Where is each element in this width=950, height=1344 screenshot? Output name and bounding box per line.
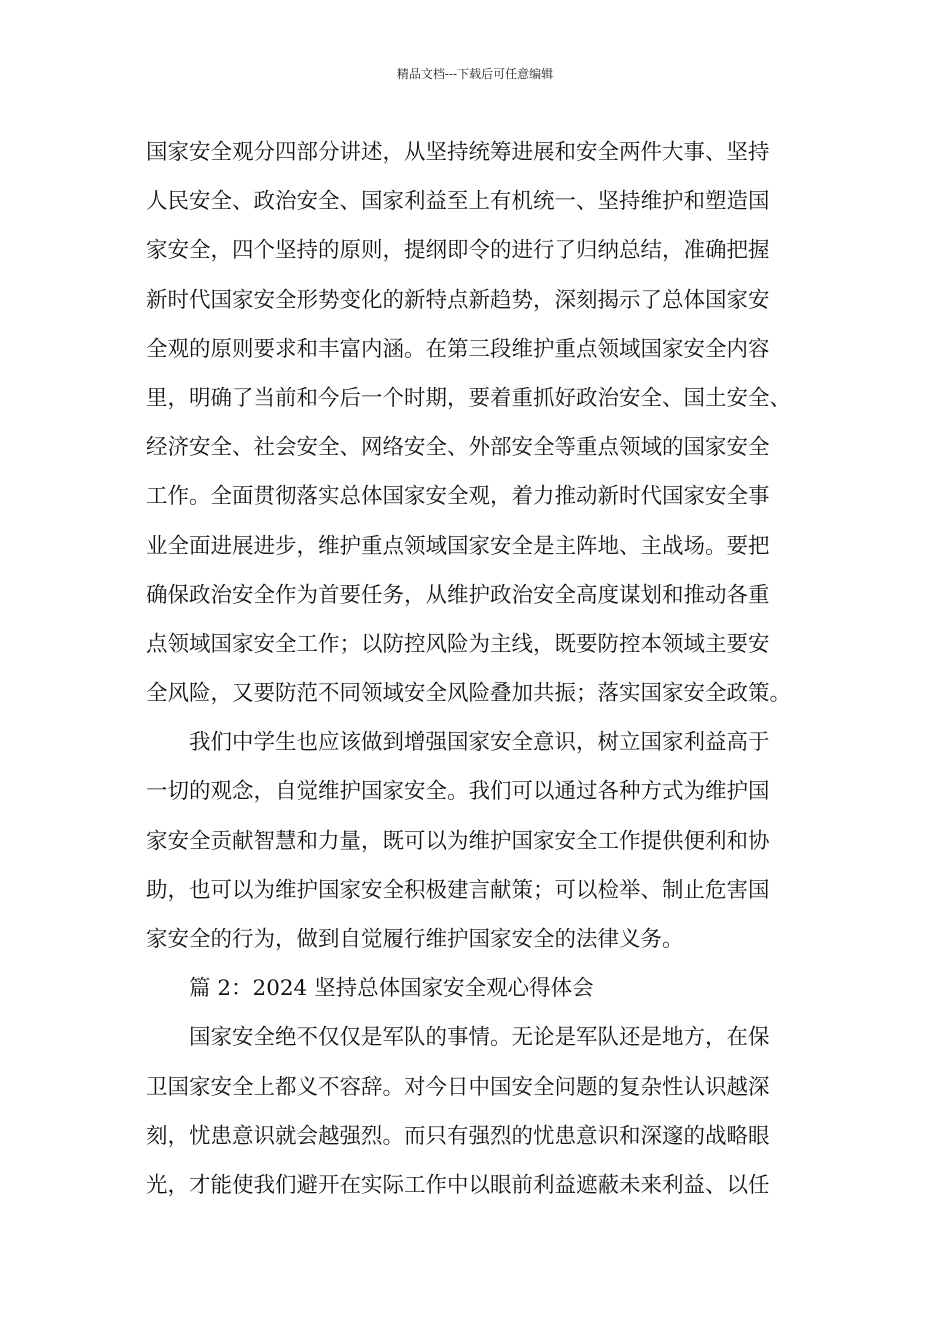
text-line: 新时代国家安全形势变化的新特点新趋势，深刻揭示了总体国家安	[146, 287, 770, 313]
text-line: 国家安全观分四部分讲述，从坚持统筹进展和安全两件大事、坚持	[146, 140, 770, 165]
text-line: 全风险，又要防范不同领域安全风险叠加共振；落实国家安全政策。	[146, 681, 792, 707]
section-heading: 篇 2：2024 坚持总体国家安全观心得体会	[189, 976, 594, 1002]
text-line: 一切的观念，自觉维护国家安全。我们可以通过各种方式为维护国	[146, 779, 770, 805]
text-line: 家安全贡献智慧和力量，既可以为维护国家安全工作提供便利和协	[146, 828, 770, 854]
text-line: 光，才能使我们避开在实际工作中以眼前利益遮蔽未来利益、以任	[146, 1172, 770, 1198]
text-line: 助，也可以为维护国家安全积极建言献策；可以检举、制止危害国	[146, 877, 770, 903]
text-line: 卫国家安全上都义不容辞。对今日中国安全问题的复杂性认识越深	[146, 1074, 770, 1100]
page-header: 精品文档---下载后可任意编辑	[396, 67, 554, 81]
text-line: 经济安全、社会安全、网络安全、外部安全等重点领域的国家安全	[146, 435, 770, 461]
text-line: 确保政治安全作为首要任务，从维护政治安全高度谋划和推动各重	[146, 582, 770, 608]
text-line: 工作。全面贯彻落实总体国家安全观，着力推动新时代国家安全事	[146, 484, 770, 510]
paragraph-start-line: 我们中学生也应该做到增强国家安全意识，树立国家利益高于	[189, 730, 770, 756]
text-line: 点领域国家安全工作；以防控风险为主线，既要防控本领域主要安	[146, 631, 770, 657]
text-line: 刻，忧患意识就会越强烈。而只有强烈的忧患意识和深邃的战略眼	[146, 1123, 770, 1149]
text-line: 人民安全、政治安全、国家利益至上有机统一、坚持维护和塑造国	[146, 189, 770, 215]
text-line: 全观的原则要求和丰富内涵。在第三段维护重点领域国家安全内容	[146, 336, 770, 362]
text-line: 家安全，四个坚持的原则，提纲即令的进行了归纳总结，准确把握	[146, 238, 770, 264]
text-line: 业全面进展进步，维护重点领域国家安全是主阵地、主战场。要把	[146, 533, 770, 559]
paragraph-start-line: 国家安全绝不仅仅是军队的事情。无论是军队还是地方，在保	[189, 1025, 770, 1051]
text-line: 里，明确了当前和今后一个时期，要着重抓好政治安全、国土安全、	[146, 385, 792, 411]
text-line: 家安全的行为，做到自觉履行维护国家安全的法律义务。	[146, 927, 684, 952]
document-body	[146, 133, 836, 1215]
